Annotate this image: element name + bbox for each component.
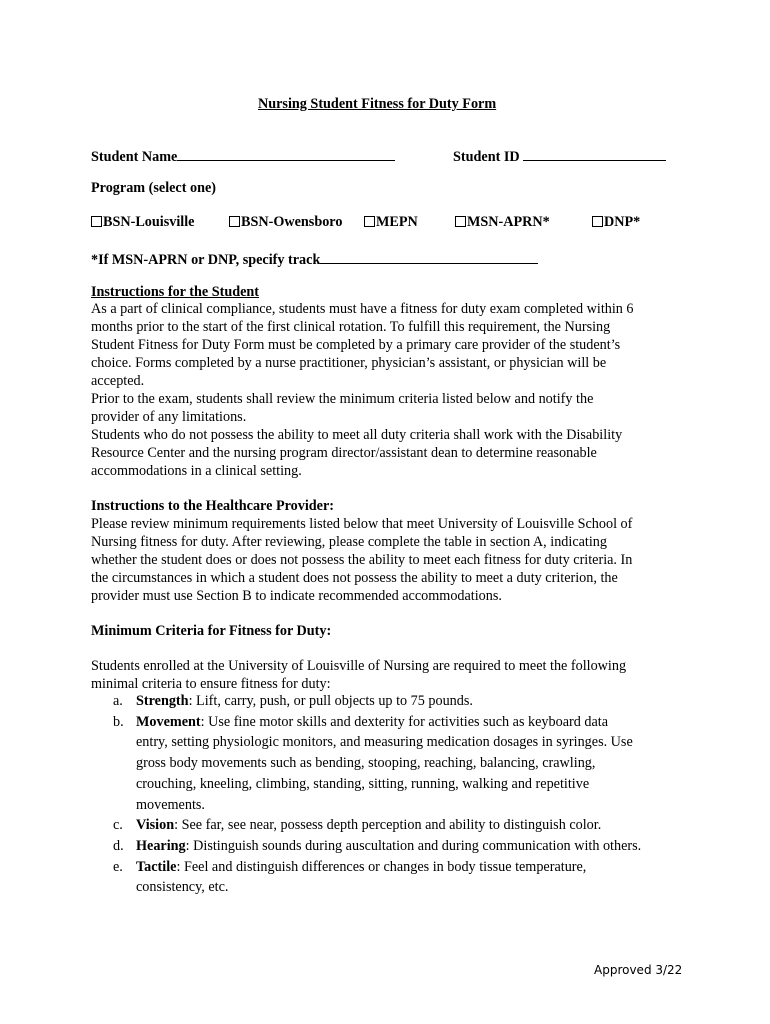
criteria-heading: Minimum Criteria for Fitness for Duty: [91, 623, 332, 639]
student-id-row [453, 146, 666, 166]
list-item: c. Vision: See far, see near, possess depth perception and ability to distinguish color. [113, 815, 693, 836]
program-label: Program (select one) [91, 180, 217, 196]
track-label: *If MSN-APRN or DNP, specify track [91, 252, 321, 268]
criterion-line: gross body movements such as bending, stooping, reaching, balancing, crawling, [136, 755, 596, 772]
student-id-label: Student ID [453, 149, 520, 165]
criterion-term: Tactile [136, 858, 177, 875]
criterion-term: Hearing [136, 837, 186, 854]
program-option-dnp[interactable]: DNP* [592, 213, 640, 231]
list-item: d. Hearing: Distinguish sounds during auscultation and during communication with others. [113, 836, 693, 857]
student-name-field[interactable] [177, 146, 395, 161]
checkbox-icon[interactable] [229, 216, 240, 227]
provider-instructions-heading: Instructions to the Healthcare Provider: [91, 498, 334, 514]
provider-instructions-body [91, 515, 681, 605]
paragraph-line: provider must use Section B to indicate recommended accommodations. [91, 588, 502, 604]
criterion-line: movements. [136, 796, 205, 813]
criterion-term: Movement [136, 713, 201, 730]
student-instructions-heading: Instructions for the Student [91, 284, 260, 300]
list-marker: b. [113, 713, 124, 730]
paragraph-line: minimal criteria to ensure fitness for duty: [91, 676, 331, 692]
program-option-bsn-owensboro[interactable]: BSN-Owensboro [229, 213, 342, 231]
list-item: e. Tactile: Feel and distinguish differences or changes in body tissue temperature, consistency, etc. [113, 857, 693, 898]
student-id-field[interactable] [523, 146, 666, 161]
student-name-label: Student Name [91, 149, 178, 165]
track-row [91, 249, 538, 269]
program-option-msn-aprn[interactable]: MSN-APRN* [455, 213, 550, 231]
list-marker: a. [113, 693, 123, 709]
program-option-bsn-louisville[interactable]: BSN-Louisville [91, 213, 194, 231]
criteria-intro [91, 657, 681, 693]
criterion-line: consistency, etc. [136, 879, 229, 896]
list-item: a. Strength: Lift, carry, push, or pull objects up to 75 pounds. [113, 691, 693, 712]
paragraph-line: months prior to the start of the first clinical rotation. To fulfill this requirement, the Nursing [91, 319, 611, 335]
paragraph-line: Students enrolled at the University of Louisville of Nursing are required to meet the following [91, 658, 627, 674]
paragraph-line: accepted. [91, 373, 145, 389]
paragraph-line: Prior to the exam, students shall review the minimum criteria listed below and notify the [91, 391, 594, 407]
form-title: Nursing Student Fitness for Duty Form [258, 96, 497, 112]
criterion-term: Strength [136, 693, 189, 709]
student-name-row [91, 146, 395, 166]
checkbox-icon[interactable] [455, 216, 466, 227]
checkbox-icon[interactable] [364, 216, 375, 227]
track-field[interactable] [320, 249, 538, 264]
paragraph-line: Students who do not possess the ability to meet all duty criteria shall work with the Disability [91, 427, 623, 443]
checkbox-icon[interactable] [91, 216, 102, 227]
list-marker: d. [113, 837, 124, 854]
criteria-list [113, 691, 693, 898]
paragraph-line: Please review minimum requirements listed below that meet University of Louisville School of [91, 516, 633, 532]
paragraph-line: Student Fitness for Duty Form must be completed by a primary care provider of the student’s [91, 337, 621, 353]
list-marker: c. [113, 817, 123, 834]
criterion-line: crouching, kneeling, climbing, standing, sitting, running, walking and repetitive [136, 775, 590, 792]
paragraph-line: Nursing fitness for duty. After reviewing, please complete the table in section A, indicating [91, 534, 607, 550]
program-option-mepn[interactable]: MEPN [364, 213, 418, 231]
paragraph-line: the circumstances in which a student does not possess the ability to meet a duty criterion, the [91, 570, 618, 586]
paragraph-line: whether the student does or does not possess the ability to meet each fitness for duty criteria. In [91, 552, 633, 568]
list-marker: e. [113, 858, 123, 875]
criterion-term: Vision [136, 817, 175, 834]
paragraph-line: Resource Center and the nursing program director/assistant dean to determine reasonable [91, 445, 597, 461]
approved-footer: Approved 3/22 [594, 963, 683, 977]
criterion-line: entry, setting physiologic monitors, and measuring medication dosages in syringes. Use [136, 734, 633, 751]
paragraph-line: accommodations in a clinical setting. [91, 463, 302, 479]
paragraph-line: provider of any limitations. [91, 409, 247, 425]
paragraph-line: choice. Forms completed by a nurse practitioner, physician’s assistant, or physician will be [91, 355, 607, 371]
paragraph-line: As a part of clinical compliance, students must have a fitness for duty exam completed within 6 [91, 301, 634, 317]
list-item: b. Movement: Use fine motor skills and dexterity for activities such as keyboard data entry, setting physiologic monitors, and measuring medication dosages in syringes. Use gross body movements such as bending, stooping, reaching, balancing, crawling, crouching, kneeling, climbing, standing, sitting, running, walking and repetitive movements. [113, 712, 693, 816]
student-instructions-body [91, 300, 681, 480]
checkbox-icon[interactable] [592, 216, 603, 227]
